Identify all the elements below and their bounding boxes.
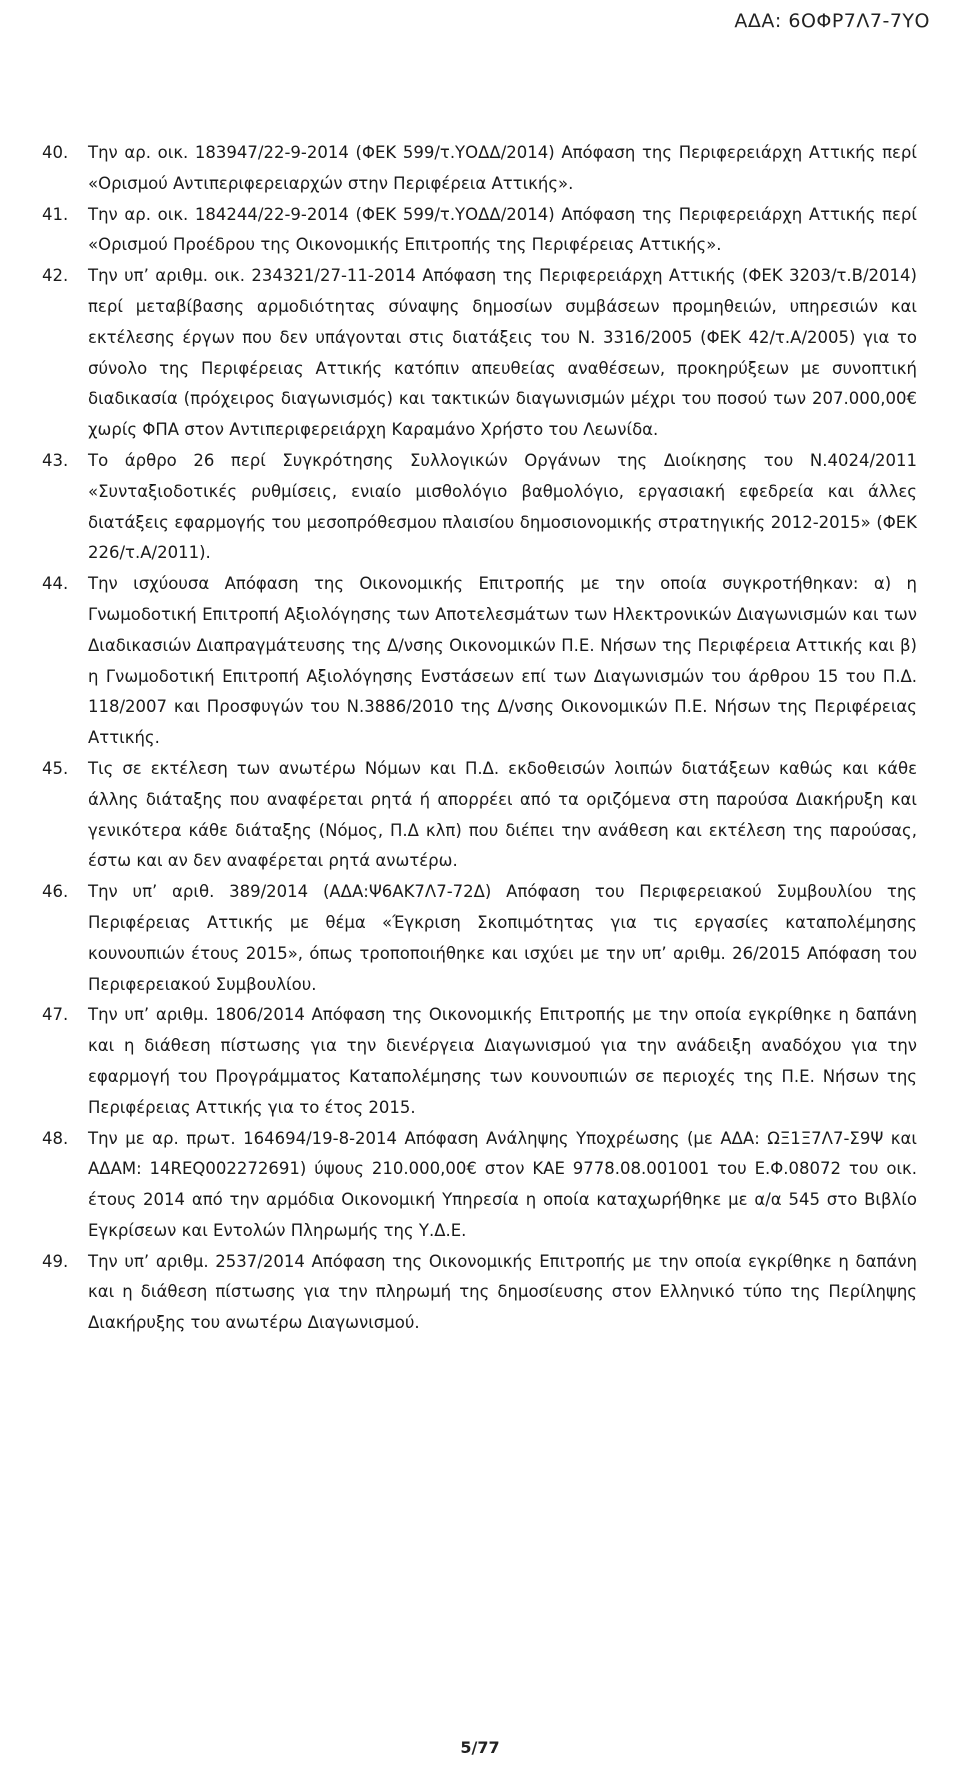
item-text: Την αρ. οικ. 183947/22-9-2014 (ΦΕΚ 599/τ.ΥΟΔΔ/2014) Απόφαση της Περιφερειάρχη Αττικής περί «Ορισμού Αντιπεριφερειαρχών στην Περιφέρεια Αττικής». (88, 143, 917, 193)
item-text: Την με αρ. πρωτ. 164694/19-8-2014 Απόφαση Ανάληψης Υποχρέωσης (με ΑΔΑ: ΩΞ1Ξ7Λ7-Σ9Ψ και ΑΔΑΜ: 14REQ002272691) ύψους 210.000,00€ στον ΚΑΕ 9778.08.001001 του Ε.Φ.08072 του οικ. έτους 2014 από την αρμόδια Οικονομική Υπηρεσία η οποία καταχωρήθηκε με α/α 545 στο Βιβλίο Εγκρίσεων και Εντολών Πληρωμής της Υ.Δ.Ε. (88, 1128, 917, 1240)
list-item (42, 754, 917, 877)
item-text: Την υπ’ αριθ. 389/2014 (ΑΔΑ:Ψ6ΑΚ7Λ7-72Δ) Απόφαση του Περιφερειακού Συμβουλίου της Περιφέρειας Αττικής με θέμα «Έγκριση Σκοπιμότητας για τις εργασίες καταπολέμησης κουνουπιών έτους 2015», όπως τροποποιήθηκε και ισχύει με την υπ’ αριθμ. 26/2015 Απόφαση του Περιφερειακού Συμβουλίου. (88, 882, 917, 994)
page-number: 5/77 (460, 1738, 500, 1757)
list-item (42, 877, 917, 1000)
ada-header: ΑΔΑ: 6ΟΦΡ7Λ7-7ΥΟ (734, 10, 930, 32)
item-number: 41. (42, 204, 69, 224)
item-number: 49. (42, 1251, 69, 1271)
list-item (42, 138, 917, 200)
item-number: 45. (42, 758, 69, 778)
list-item (42, 446, 917, 569)
item-text: Την υπ’ αριθμ. οικ. 234321/27-11-2014 Απόφαση της Περιφερειάρχη Αττικής (ΦΕΚ 3203/τ.Β/2014) περί μεταβίβασης αρμοδιότητας σύναψης δημοσίων συμβάσεων προμηθειών, υπηρεσιών και εκτέλεσης έργων που δεν υπάγονται στις διατάξεις του Ν. 3316/2005 (ΦΕΚ 42/τ.Α/2005) για το σύνολο της Περιφέρειας Αττικής κατόπιν απευθείας αναθέσεων, προκηρύξεων με συνοπτική διαδικασία (πρόχειρος διαγωνισμός) και τακτικών διαγωνισμών μέχρι του ποσού των 207.000,00€ χωρίς ΦΠΑ στον Αντιπεριφερειάρχη Καραμάνο Χρήστο του Λεωνίδα. (88, 266, 917, 440)
list-item (42, 569, 917, 754)
item-number: 47. (42, 1005, 69, 1025)
item-text: Την αρ. οικ. 184244/22-9-2014 (ΦΕΚ 599/τ.ΥΟΔΔ/2014) Απόφαση της Περιφερειάρχη Αττικής περί «Ορισμού Προέδρου της Οικονομικής Επιτροπής της Περιφέρειας Αττικής». (88, 204, 917, 255)
list-item (42, 200, 917, 262)
item-text: Την ισχύουσα Απόφαση της Οικονομικής Επιτροπής με την οποία συγκροτήθηκαν: α) η Γνωμοδοτική Επιτροπή Αξιολόγησης των Αποτελεσμάτων των Ηλεκτρονικών Διαγωνισμών και των Διαδικασιών Διαπραγμάτευσης της Δ/νσης Οικονομικών Π.Ε. Νήσων της Περιφέρεια Αττικής και β) η Γνωμοδοτική Επιτροπή Αξιολόγησης Ενστάσεων επί των Διαγωνισμών του άρθρου 15 του Π.Δ. 118/2007 και Προσφυγών του Ν.3886/2010 της Δ/νσης Οικονομικών Π.Ε. Νήσων της Περιφέρειας Αττικής. (88, 574, 917, 748)
document-body (42, 138, 917, 1339)
item-text: Την υπ’ αριθμ. 1806/2014 Απόφαση της Οικονομικής Επιτροπής με την οποία εγκρίθηκε η δαπάνη και η διάθεση πίστωσης για την διενέργεια Διαγωνισμού για την ανάδειξη αναδόχου για την εφαρμογή του Προγράμματος Καταπολέμησης των κουνουπιών σε περιοχές της Π.Ε. Νήσων της Περιφέρειας Αττικής για το έτος 2015. (88, 1005, 917, 1117)
item-number: 43. (42, 450, 69, 470)
item-number: 46. (42, 882, 69, 902)
item-text: Την υπ’ αριθμ. 2537/2014 Απόφαση της Οικονομικής Επιτροπής με την οποία εγκρίθηκε η δαπάνη και η διάθεση πίστωσης για την πληρωμή της δημοσίευσης στον Ελληνικό τύπο της Περίληψης Διακήρυξης του ανωτέρω Διαγωνισμού. (88, 1251, 917, 1333)
item-number: 40. (42, 143, 69, 162)
item-number: 48. (42, 1128, 69, 1148)
list-item (42, 1247, 917, 1339)
list-item (42, 261, 917, 446)
item-number: 42. (42, 266, 69, 286)
item-text: Τις σε εκτέλεση των ανωτέρω Νόμων και Π.Δ. εκδοθεισών λοιπών διατάξεων καθώς και κάθε άλλης διάταξης που αναφέρεται ρητά ή απορρέει από τα οριζόμενα στη παρούσα Διακήρυξη και γενικότερα κάθε διάταξης (Νόμος, Π.Δ κλπ) που διέπει την ανάθεση και εκτέλεση της παρούσας, έστω και αν δεν αναφέρεται ρητά ανωτέρω. (88, 758, 917, 871)
list-item (42, 1124, 917, 1247)
list-item (42, 1000, 917, 1123)
item-text: Το άρθρο 26 περί Συγκρότησης Συλλογικών Οργάνων της Διοίκησης του Ν.4024/2011 «Συνταξιοδοτικές ρυθμίσεις, ενιαίο μισθολόγιο βαθμολόγιο, εργασιακή εφεδρεία και άλλες διατάξεις εφαρμογής του μεσοπρόθεσμου πλαισίου δημοσιονομικής στρατηγικής 2012-2015» (ΦΕΚ 226/τ.Α/2011). (88, 450, 917, 563)
item-number: 44. (42, 574, 69, 594)
